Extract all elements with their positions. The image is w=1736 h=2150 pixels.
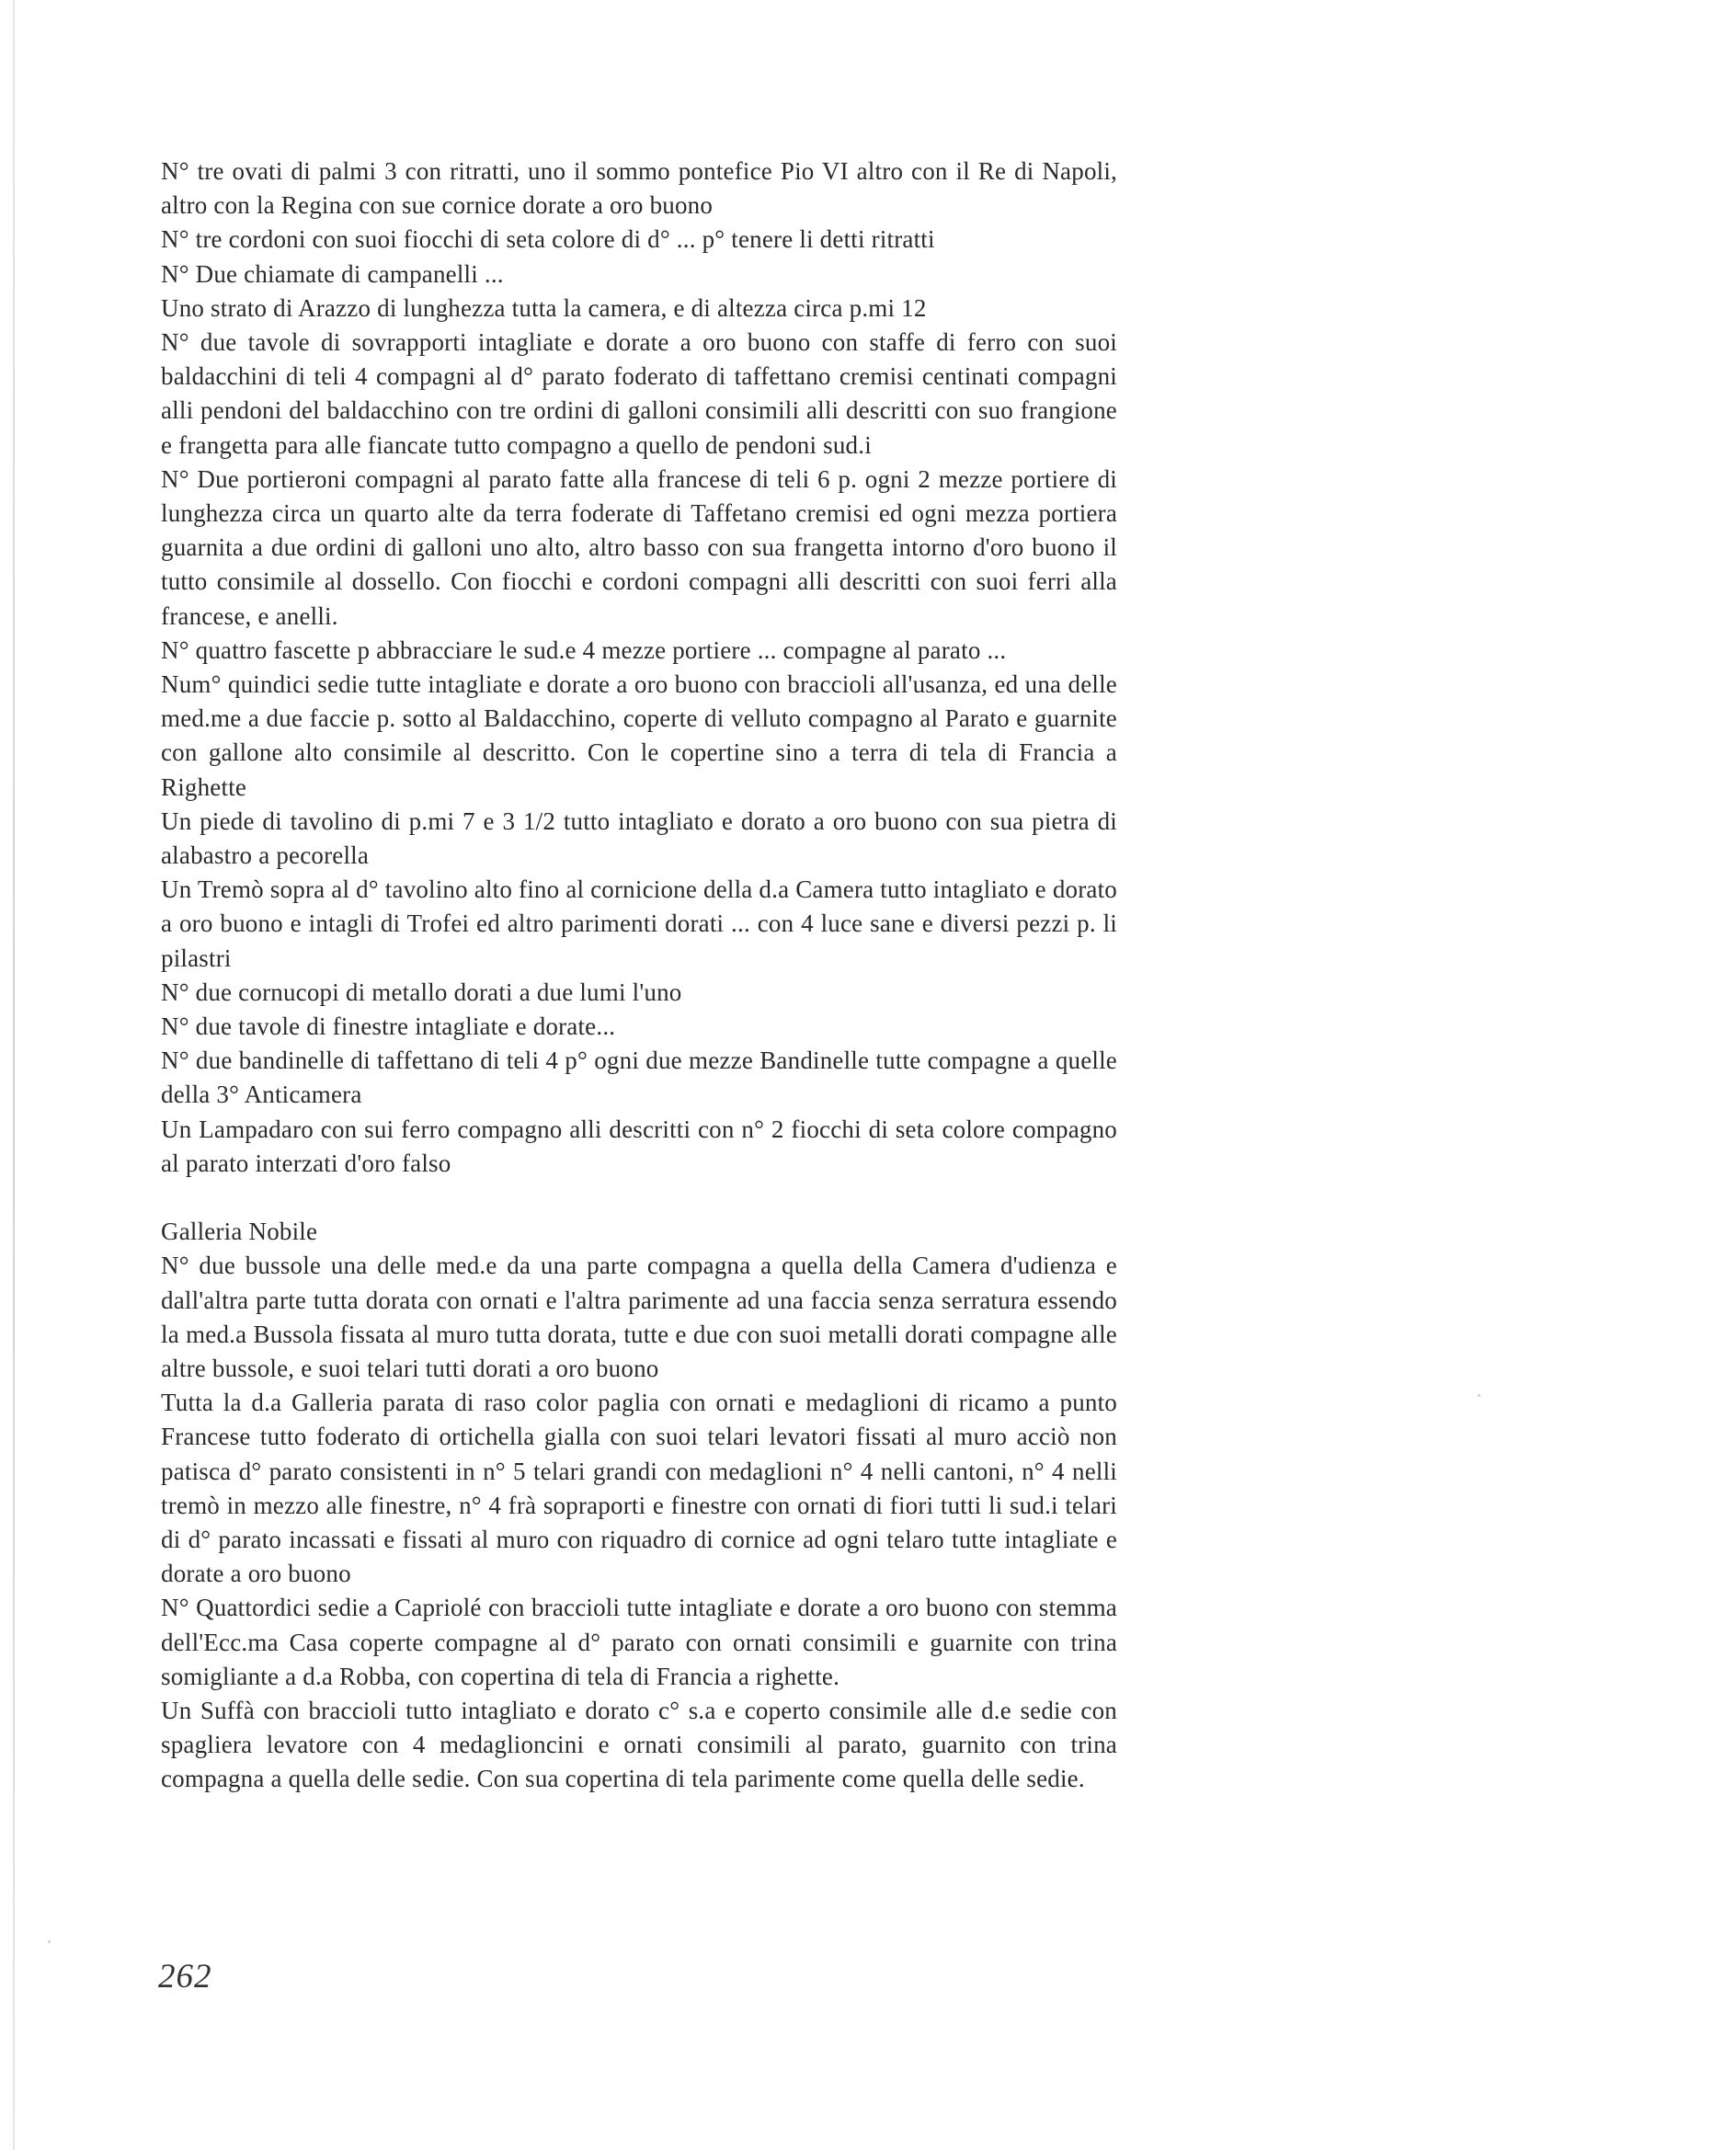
inventory-entry: N° Quattordici sedie a Capriolé con braccioli tutte intagliate e dorate a oro buono con stemma dell'Ecc.ma Casa coperte compagne al d° parato con ornati consimili e guarnite con trina somigliante a d.a Robba, con copertina di tela di Francia a righette. [161,1594,1117,1690]
inventory-entry: N° due tavole di sovrapporti intagliate e dorate a oro buono con staffe di ferro con suoi baldacchini di teli 4 compagni al d° parato foderato di taffettano cremisi centinati compagni alli pendoni del baldacchino con tre ordini di galloni consimili alli descritti con suo frangione e frangetta para alle fiancate tutto compagno a quello de pendoni sud.i [161,328,1117,459]
document-body [161,154,1117,1797]
inventory-entry: N° due cornucopi di metallo dorati a due lumi l'uno [161,978,682,1006]
inventory-entry: Un Suffà con braccioli tutto intagliato e dorato c° s.a e coperto consimile alle d.e sedie con spagliera levatore con 4 medaglioncini e ornati consimili al parato, guarnito con trina compagna a quella delle sedie. Con sua copertina di tela parimente come quella delle sedie. [161,1696,1117,1793]
inventory-entry: N° due tavole di finestre intagliate e dorate... [161,1012,616,1041]
inventory-entry: N° quattro fascette p abbracciare le sud.e 4 mezze portiere ... compagne al parato ... [161,635,1007,664]
inventory-entry: N° due bandinelle di taffettano di teli 4 p° ogni due mezze Bandinelle tutte compagne a quelle della 3° Anticamera [161,1046,1117,1109]
inventory-entry: Uno strato di Arazzo di lunghezza tutta la camera, e di altezza circa p.mi 12 [161,293,927,322]
inventory-entry: Un Tremò sopra al d° tavolino alto fino al cornicione della d.a Camera tutto intagliato e dorato a oro buono e intagli di Trofei ed altro parimenti dorati ... con 4 luce sane e diversi pezzi p. li pilastri [161,875,1117,972]
inventory-entry: Tutta la d.a Galleria parata di raso color paglia con ornati e medaglioni di ricamo a punto Francese tutto foderato di ortichella gialla con suoi telari levatori fissati al muro acciò non patisca d° parato consistenti in n° 5 telari grandi con medaglioni n° 4 nelli cantoni, n° 4 nelli tremò in mezzo alle finestre, n° 4 frà sopraporti e finestre con ornati di fiori tutti li sud.i telari di d° parato incassati e fissati al muro con riquadro di cornice ad ogni telaro tutte intagliate e dorate a oro buono [161,1389,1117,1588]
scan-speck [1478,1394,1480,1397]
inventory-entry: N° due bussole una delle med.e da una parte compagna a quella della Camera d'udienza e dall'altra parte tutta dorata con ornati e l'altra parimente ad una faccia senza serratura essendo la med.a Bussola fissata al muro tutta dorata, tutte e due con suoi metalli dorati compagne alle altre bussole, e suoi telari tutti dorati a oro buono [161,1252,1117,1382]
inventory-list-part2 [161,1249,1117,1796]
inventory-entry: Un Lampadaro con sui ferro compagno alli descritti con n° 2 fiocchi di seta colore compagno al parato interzati d'oro falso [161,1115,1117,1177]
inventory-entry: N° tre ovati di palmi 3 con ritratti, uno il sommo pontefice Pio VI altro con il Re di Napoli, altro con la Regina con sue cornice dorate a oro buono [161,157,1117,220]
inventory-entry: Num° quindici sedie tutte intagliate e dorate a oro buono con braccioli all'usanza, ed una delle med.me a due faccie p. sotto al Baldacchino, coperte di velluto compagno al Parato e guarnite con gallone alto consimile al descritto. Con le copertine sino a terra di tela di Francia a Righette [161,670,1117,801]
inventory-entry: N° tre cordoni con suoi fiocchi di seta colore di d° ... p° tenere li detti ritratti [161,225,935,254]
scan-speck [48,1940,51,1943]
inventory-entry: Un piede di tavolino di p.mi 7 e 3 1/2 tutto intagliato e dorato a oro buono con sua pietra di alabastro a pecorella [161,806,1117,870]
inventory-list-part1 [161,154,1117,1181]
page-number: 262 [158,1958,212,1996]
scan-edge [13,0,15,2150]
section-gap [161,1181,1117,1215]
inventory-entry: N° Due portieroni compagni al parato fatte alla francese di teli 6 p. ogni 2 mezze portiere di lunghezza circa un quarto alte da terra foderate di Taffetano cremisi ed ogni mezza portiera guarnita a due ordini di galloni uno alto, altro basso con sua frangetta intorno d'oro buono il tutto consimile al dossello. Con fiocchi e cordoni compagni alli descritti con suoi ferri alla francese, e anelli. [161,464,1117,630]
section-heading: Galleria Nobile [161,1218,318,1246]
inventory-entry: N° Due chiamate di campanelli ... [161,259,504,288]
